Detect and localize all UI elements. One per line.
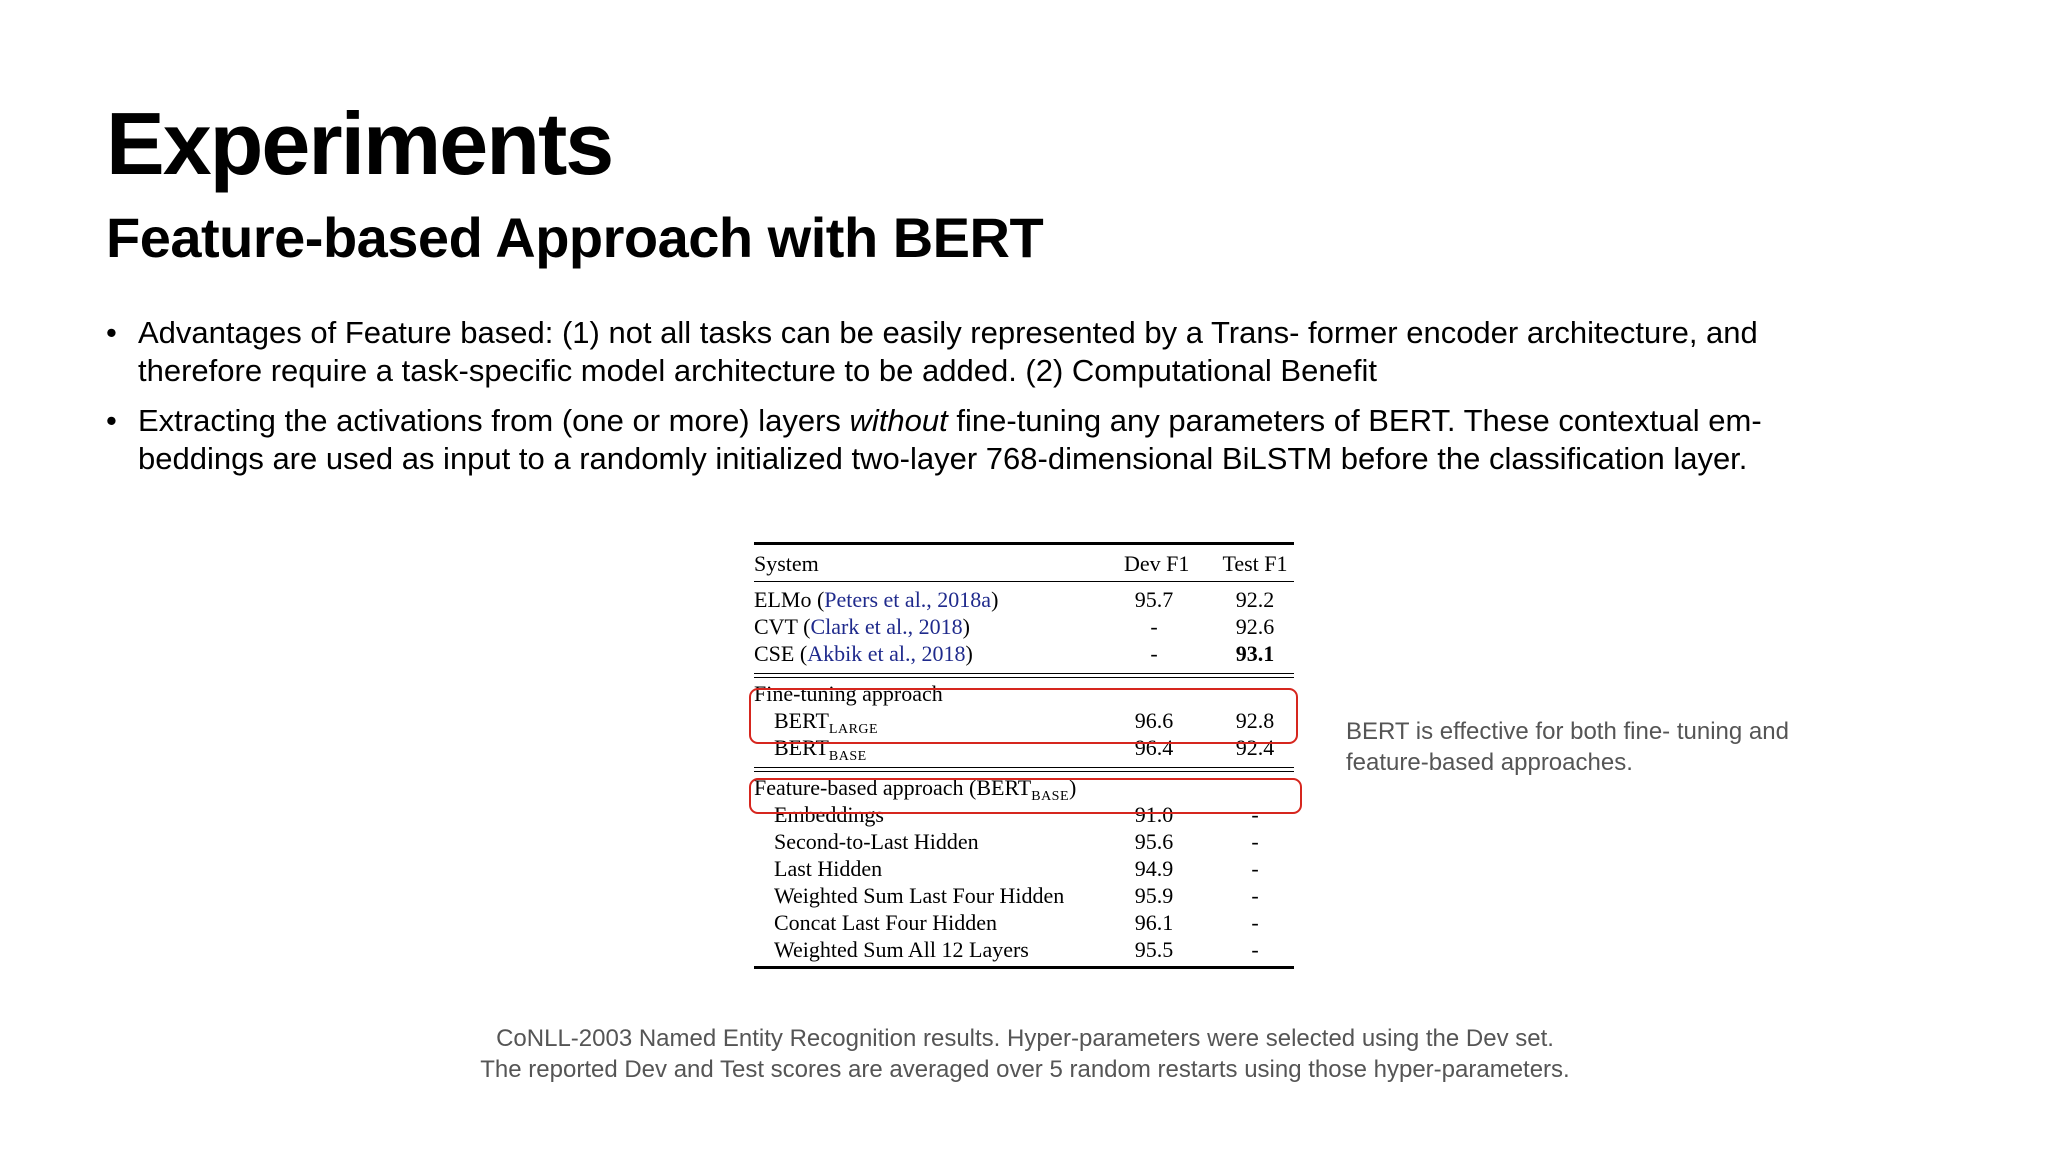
test-f1-value: - [1251, 883, 1259, 908]
bullet-dot-icon: • [106, 315, 117, 350]
slide-subtitle: Feature-based Approach with BERT [106, 206, 1044, 269]
table-row [754, 909, 1294, 936]
slide-title: Experiments [106, 94, 613, 193]
feature-based-heading-subscript: BASE [1031, 789, 1070, 804]
system-name: Concat Last Four Hidden [774, 910, 998, 935]
test-f1-value: - [1251, 829, 1259, 854]
citation-link[interactable]: Akbik et al., 2018 [807, 641, 966, 666]
dev-f1-value: - [1150, 614, 1158, 639]
table-row: CSE (Akbik et al., 2018) - 93.1 [754, 640, 1294, 667]
fine-tuning-heading: Fine-tuning approach [754, 681, 943, 706]
system-name: CSE [754, 641, 795, 666]
dev-f1-value: 96.1 [1134, 910, 1174, 935]
system-subscript: LARGE [828, 722, 879, 737]
bullet-list [106, 314, 1886, 490]
dev-f1-value: 95.9 [1134, 883, 1174, 908]
system-name: BERT [774, 735, 829, 760]
citation-link[interactable]: Peters et al., 2018a [824, 587, 992, 612]
table-section-rule [754, 673, 1294, 678]
bullet-text-post: fine-tuning any parameters of BERT. These contextual em- beddings are used as input to a randomly initialized two-layer 768-dimensional BiLSTM before the classification layer. [138, 403, 1762, 476]
dev-f1-value: 95.6 [1134, 829, 1174, 854]
test-f1-value: - [1251, 937, 1259, 962]
dev-f1-value: 96.4 [1134, 735, 1174, 760]
system-name: CVT [754, 614, 798, 639]
dev-f1-value: 94.9 [1134, 856, 1174, 881]
feature-based-highlight-box [749, 778, 1302, 814]
test-f1-value: 92.4 [1235, 735, 1275, 760]
bullet-item [106, 402, 1886, 478]
header-dev-f1: Dev F1 [1124, 551, 1190, 576]
fine-tuning-highlight-box [749, 688, 1298, 744]
test-f1-value: - [1251, 856, 1259, 881]
system-subscript: BASE [828, 749, 867, 764]
table-row [754, 882, 1294, 909]
table-section-rule [754, 767, 1294, 772]
table-top-rule [754, 542, 1294, 545]
bullet-item [106, 314, 1886, 390]
bullet-text-pre: Extracting the activations from (one or more) layers [138, 403, 850, 438]
test-f1-value: - [1251, 910, 1259, 935]
test-f1-value: - [1251, 802, 1259, 827]
table-row [754, 936, 1294, 963]
test-f1-value: 92.6 [1235, 614, 1275, 639]
bullet-emphasis: without [849, 403, 948, 438]
feature-based-heading-text: Feature-based approach (BERT [754, 775, 1032, 800]
table-row [754, 828, 1294, 855]
bullet-dot-icon: • [106, 403, 117, 438]
table-row: CVT (Clark et al., 2018) - 92.6 [754, 613, 1294, 640]
system-name: Second-to-Last Hidden [774, 829, 979, 854]
test-f1-value: 92.8 [1235, 708, 1275, 733]
table-row [754, 855, 1294, 882]
dev-f1-value: 96.6 [1134, 708, 1174, 733]
side-note: BERT is effective for both fine- tuning and feature-based approaches. [1346, 718, 1789, 776]
results-table [754, 542, 1294, 969]
table-header-row [754, 550, 1294, 577]
system-name: BERT [774, 708, 829, 733]
dev-f1-value: 95.7 [1134, 587, 1174, 612]
caption-line-2: The reported Dev and Test scores are averaged over 5 random restarts using those hyper-parameters. [480, 1056, 1570, 1083]
citation-link[interactable]: Clark et al., 2018 [810, 614, 963, 639]
header-system: System [754, 551, 819, 576]
feature-based-heading-close: ) [1069, 775, 1077, 800]
table-caption [360, 1023, 1690, 1085]
table-bottom-rule [754, 966, 1294, 969]
test-f1-value-best: 93.1 [1235, 641, 1275, 666]
dev-f1-value: 91.0 [1134, 802, 1174, 827]
dev-f1-value: 95.5 [1134, 937, 1174, 962]
system-name: Weighted Sum Last Four Hidden [774, 883, 1065, 908]
table-row: ELMo (Peters et al., 2018a) 95.7 92.2 [754, 586, 1294, 613]
header-test-f1: Test F1 [1222, 551, 1288, 576]
caption-line-1: CoNLL-2003 Named Entity Recognition results. Hyper-parameters were selected using the Dev set. [496, 1025, 1554, 1052]
system-name: Embeddings [774, 802, 884, 827]
system-name: ELMo [754, 587, 812, 612]
bullet-text: Advantages of Feature based: (1) not all tasks can be easily represented by a Trans- former encoder architecture, and therefore require a task-specific model architecture to be added. (2) Computational Benefit [138, 315, 1758, 388]
test-f1-value: 92.2 [1235, 587, 1275, 612]
system-name: Last Hidden [774, 856, 883, 881]
system-name: Weighted Sum All 12 Layers [774, 937, 1029, 962]
dev-f1-value: - [1150, 641, 1158, 666]
